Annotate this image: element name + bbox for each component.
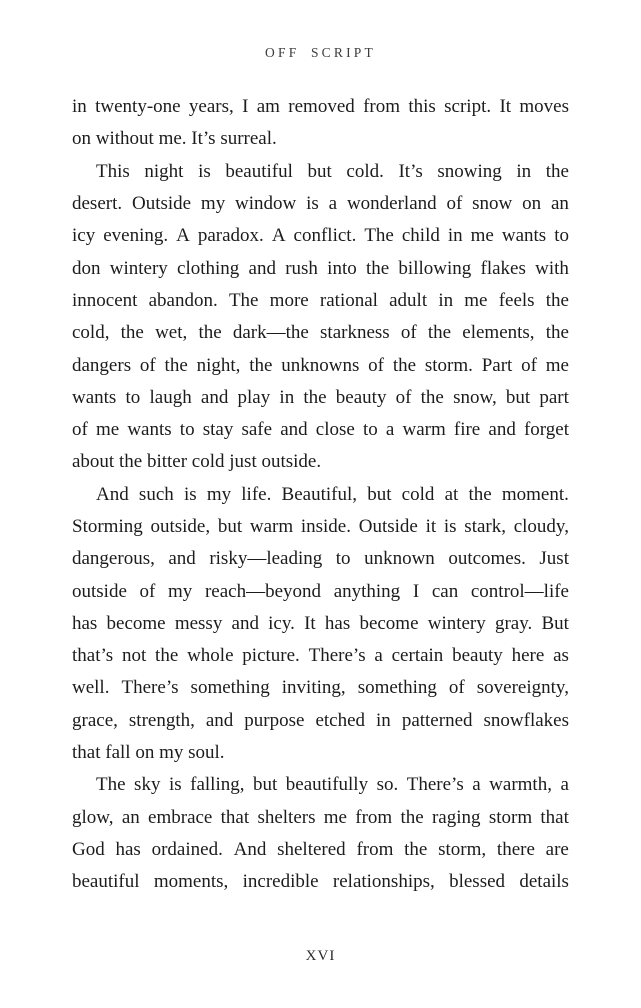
text-line: grace, strength, and purpose etched in patterned snowflakes (72, 709, 569, 731)
paragraph (72, 156, 569, 479)
text-line: dangerous, and risky—leading to unknown outcomes. Just (72, 548, 569, 570)
text-line: dangers of the night, the unknowns of the storm. Part of me (72, 354, 569, 376)
text-line: And such is my life. Beautiful, but cold at the moment. (96, 483, 569, 505)
text-line: that’s not the whole picture. There’s a certain beauty here as (72, 645, 569, 667)
text-line: cold, the wet, the dark—the starkness of the elements, the (72, 322, 569, 344)
text-line: on without me. It’s surreal. (72, 128, 277, 150)
text-line: has become messy and icy. It has become wintery gray. But (72, 612, 569, 634)
text-line: of me wants to stay safe and close to a warm fire and forget (72, 419, 569, 441)
paragraph (72, 479, 569, 770)
text-line: that fall on my soul. (72, 742, 225, 764)
text-line: wants to laugh and play in the beauty of the snow, but part (72, 386, 569, 408)
text-line: beautiful moments, incredible relationships, blessed details (72, 871, 569, 893)
text-line: God has ordained. And sheltered from the storm, there are (72, 838, 569, 860)
text-line: glow, an embrace that shelters me from the raging storm that (72, 806, 569, 828)
text-line: well. There’s something inviting, something of sovereignty, (72, 677, 569, 699)
text-line: about the bitter cold just outside. (72, 451, 322, 473)
body-text (72, 91, 569, 898)
book-title: OFF SCRIPT (265, 45, 376, 60)
text-line: icy evening. A paradox. A conflict. The child in me wants to (72, 225, 569, 247)
text-line: innocent abandon. The more rational adult in me feels the (72, 289, 569, 311)
running-head (0, 45, 641, 61)
paragraph (72, 769, 569, 898)
page-number: XVI (305, 948, 336, 964)
text-line: desert. Outside my window is a wonderland of snow on an (72, 193, 569, 215)
text-line: outside of my reach—beyond anything I can control—life (72, 580, 569, 602)
text-line: This night is beautiful but cold. It’s snowing in the (96, 160, 569, 182)
text-line: don wintery clothing and rush into the billowing flakes with (72, 257, 569, 279)
text-line: The sky is falling, but beautifully so. There’s a warmth, a (96, 774, 569, 796)
paragraph (72, 91, 569, 156)
text-line: in twenty-one years, I am removed from this script. It moves (72, 96, 569, 118)
text-line: Storming outside, but warm inside. Outside it is stark, cloudy, (72, 516, 569, 537)
